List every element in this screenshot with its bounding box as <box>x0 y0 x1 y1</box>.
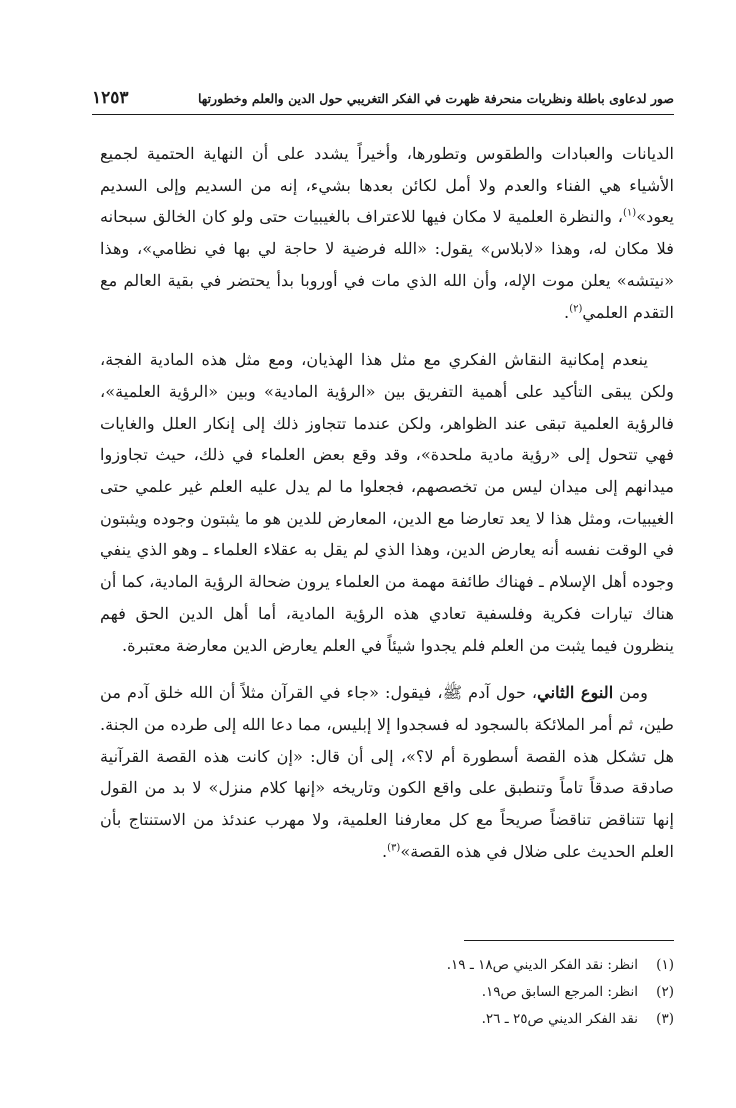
footnote-1-text: انظر: نقد الفكر الديني ص١٨ ـ ١٩. <box>446 957 638 973</box>
paragraph-1-text-c: . <box>564 302 570 322</box>
paragraph-3-text-a: ومن <box>613 683 648 703</box>
footnote-3-number: (٣) <box>656 1011 674 1027</box>
footnote-2-number: (٢) <box>656 984 674 1000</box>
footnote-3-text: نقد الفكر الديني ص٢٥ ـ ٢٦. <box>481 1011 638 1027</box>
paragraph-3-bold-term: النوع الثاني <box>537 683 614 703</box>
paragraph-1-text-b: ، والنظرة العلمية لا مكان فيها للاعتراف بالغيبيات حتى ولو كان الخالق سبحانه فلا مكان له، وهذا «لابلاس» يقول: «الله فرضية لا حاجة لي بها في نظامي»، وهذا «نيتشه» يعلن موت الإله، وأن الله الذي مات في أوروبا بدأ يحتضر في بقية العالم مع التقدم العلمي <box>100 207 674 322</box>
paragraph-1 <box>100 138 674 328</box>
paragraph-3-text-b: ، حول آدم ﷺ، فيقول: «جاء في القرآن مثلاً أن الله خلق آدم من طين، ثم أمر الملائكة بالسجود له فسجدوا إلا إبليس، مما دعا الله إلى طرده من الجنة. هل تشكل هذه القصة أسطورة أم لا؟»، إلى أن قال: «إن كانت هذه القصة القرآنية صادقة صدقاً تاماً وتنطبق على واقع الكون وتاريخه «إنها كلام منزل» لا بد من القول إنها تتناقض تناقضاً صريحاً مع كل معارفنا العلمية، ولا مهرب عندئذ من الاستنتاج بأن العلم الحديث على ضلال في هذه القصة» <box>100 683 674 861</box>
header-divider <box>92 114 674 115</box>
footnote-1-number: (١) <box>656 957 674 973</box>
footnote-ref-2: (٢) <box>569 303 583 315</box>
running-header <box>92 86 674 110</box>
page-number: ١٢٥٣ <box>92 88 129 108</box>
footnote-ref-3: (٣) <box>387 842 401 854</box>
paragraph-3 <box>100 677 674 867</box>
body-text <box>100 138 674 867</box>
footnote-divider <box>464 940 674 941</box>
paragraph-3-text-c: . <box>381 841 388 861</box>
footnote-ref-1: (١) <box>623 208 637 220</box>
footnote-2 <box>100 979 674 1006</box>
footnote-3 <box>100 1006 674 1033</box>
footnote-1 <box>100 952 674 979</box>
paragraph-1-text-a: الديانات والعبادات والطقوس وتطورها، وأخيراً يشدد على أن النهاية الحتمية لجميع الأشياء هي الفناء والعدم ولا أمل لكائن بعدها بشيء، إنه من السديم وإلى السديم يعود» <box>100 144 674 227</box>
paragraph-2: ينعدم إمكانية النقاش الفكري مع مثل هذا الهذيان، ومع مثل هذه المادية الفجة، ولكن يبقى التأكيد على أهمية التفريق بين «الرؤية المادية» وبين «الرؤية العلمية»، فالرؤية العلمية تبقى عند الظواهر، ولكن عندما تتجاوز ذلك إلى إنكار العلل والغايات فهي تتحول إلى «رؤية مادية ملحدة»، وقد وقع بعض العلماء في ذلك، حيث تجاوزوا ميدانهم إلى ميدان ليس من تخصصهم، فجعلوا ما لم يدل عليه العلم غير علمي حتى الغيبيات، ومثل هذا لا يعد تعارضا مع الدين، المعارض للدين هو ما يثبتون وجوده ويثبتون في الوقت نفسه أنه يعارض الدين، وهذا الذي لم يقل به عقلاء العلماء ـ وهو الذي ينفي وجوده أهل الإسلام ـ فهناك طائفة مهمة من العلماء يرون ضحالة الرؤية المادية، كما أن هناك تيارات فكرية وفلسفية تعادي هذه الرؤية المادية، أما أهل الدين الحق فهم ينظرون فيما يثبت من العلم فلم يجدوا شيئاً في العلم يعارض الدين معارضة معتبرة. <box>100 350 674 655</box>
running-header-title: صور لدعاوى باطلة ونظريات منحرفة ظهرت في الفكر التغريبي حول الدين والعلم وخطورتها <box>198 90 674 106</box>
footnotes <box>100 952 674 1033</box>
footnote-2-text: انظر: المرجع السابق ص١٩. <box>481 984 638 1000</box>
